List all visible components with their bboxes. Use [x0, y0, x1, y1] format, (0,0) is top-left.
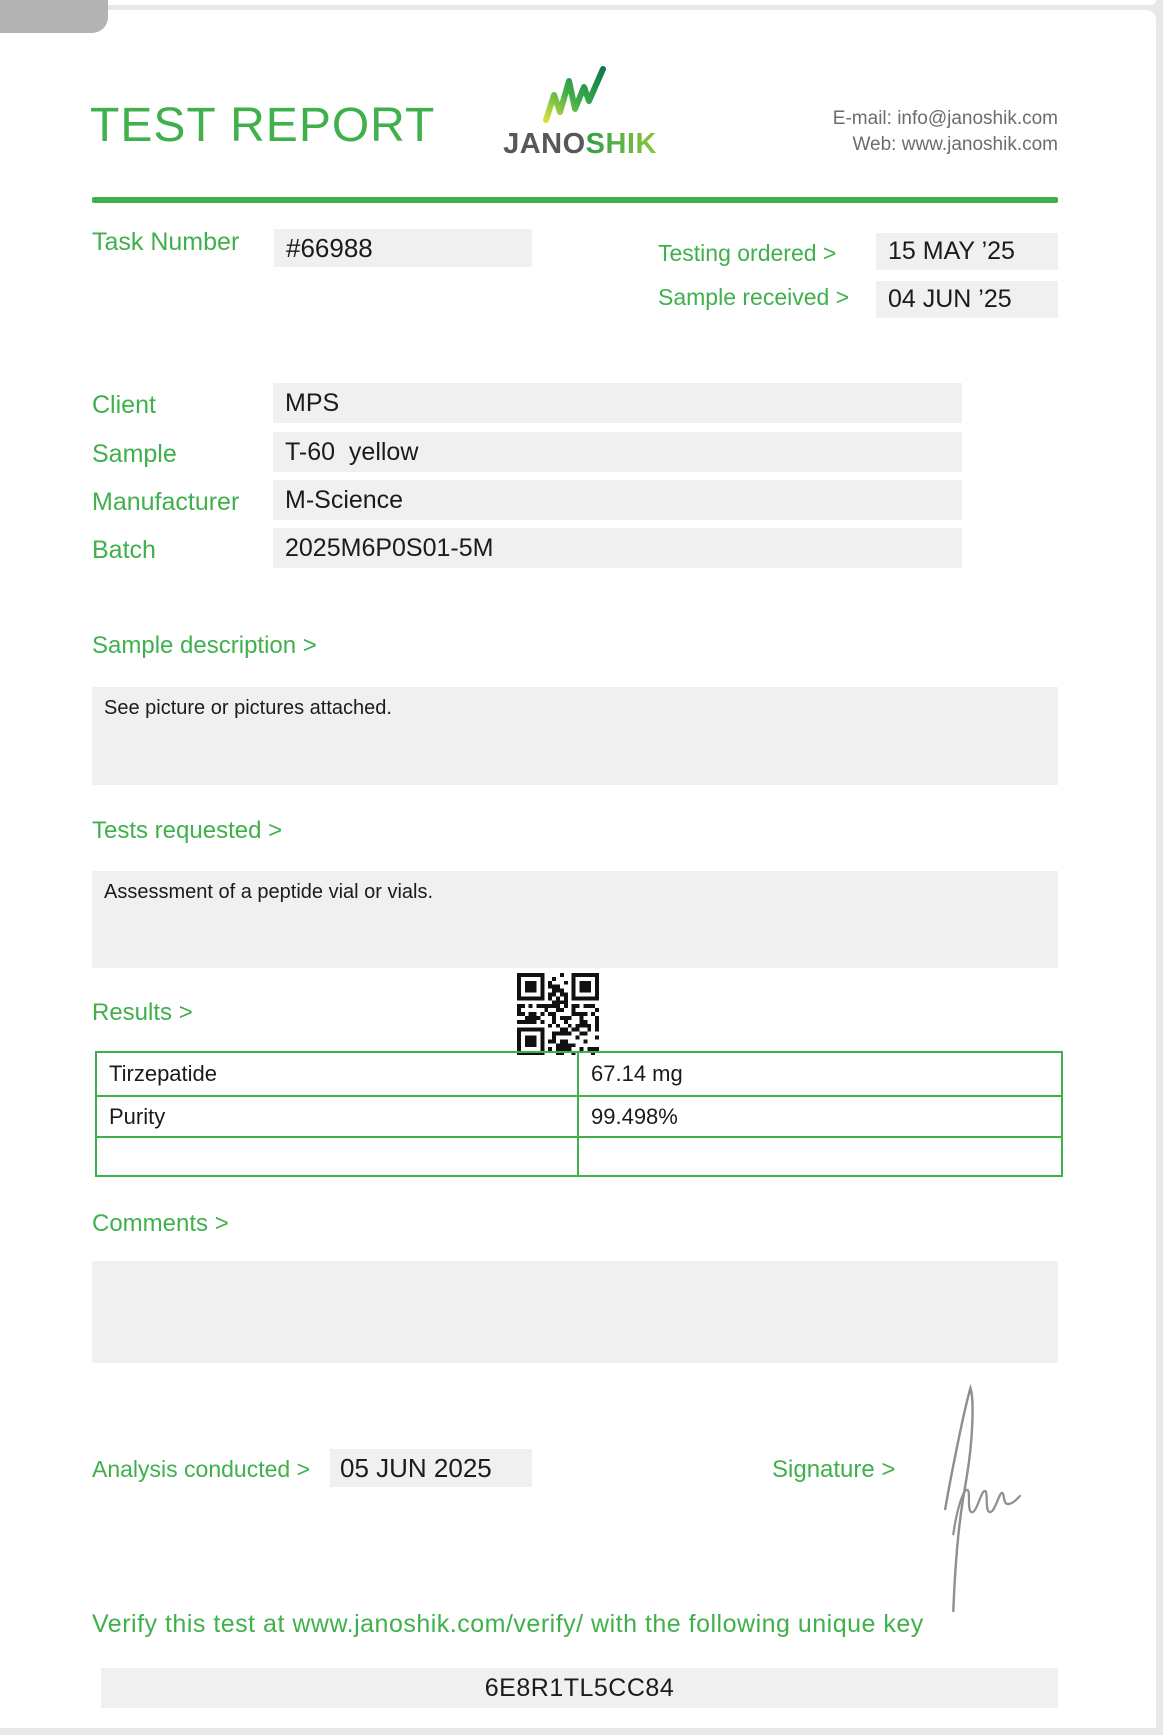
tests-requested-text: Assessment of a peptide vial or vials. [104, 881, 434, 903]
results-table [95, 1051, 1063, 1177]
batch-label: Batch [92, 536, 156, 564]
growth-chart-icon [542, 66, 608, 124]
previous-page-edge [0, 0, 1156, 5]
contact-web: Web: www.janoshik.com [852, 134, 1058, 155]
signature-label: Signature > [772, 1456, 896, 1483]
header-divider [92, 197, 1058, 203]
testing-ordered-label: Testing ordered > [658, 240, 837, 266]
results-heading: Results > [92, 999, 193, 1026]
table-row [97, 1095, 1061, 1136]
table-row [97, 1053, 1061, 1095]
manufacturer-value: M-Science [273, 480, 962, 520]
sample-description-heading: Sample description > [92, 632, 317, 659]
page-title: TEST REPORT [90, 99, 436, 152]
sample-received-label: Sample received > [658, 284, 850, 310]
brand-word-left: JANO [503, 128, 586, 160]
sample-value: T-60 yellow [273, 432, 962, 472]
task-number-value: #66988 [274, 229, 532, 267]
tests-requested-box [92, 871, 1058, 968]
client-value: MPS [273, 383, 962, 423]
task-number-label: Task Number [92, 228, 240, 256]
result-value: 99.498% [591, 1104, 678, 1129]
analysis-conducted-label: Analysis conducted > [92, 1456, 310, 1482]
comments-heading: Comments > [92, 1210, 229, 1237]
client-label: Client [92, 391, 156, 419]
tests-requested-heading: Tests requested > [92, 817, 283, 844]
brand-wordmark [470, 128, 690, 161]
testing-ordered-value: 15 MAY ’25 [876, 233, 1058, 270]
brand-word-right: SHIK [585, 128, 657, 160]
analysis-conducted-value: 05 JUN 2025 [330, 1449, 532, 1487]
sample-description-text: See picture or pictures attached. [104, 697, 392, 719]
signature-image [928, 1383, 1024, 1615]
result-analyte: Purity [97, 1097, 579, 1136]
qr-code [517, 973, 599, 1055]
comments-box [92, 1261, 1058, 1363]
verify-instruction: Verify this test at www.janoshik.com/verify/ with the following unique key [92, 1610, 924, 1638]
contact-block [833, 106, 1058, 158]
manufacturer-label: Manufacturer [92, 488, 240, 516]
sample-received-value: 04 JUN ’25 [876, 281, 1058, 318]
result-analyte [97, 1138, 579, 1175]
verify-key: 6E8R1TL5CC84 [101, 1668, 1058, 1708]
result-value: 67.14 mg [591, 1061, 683, 1086]
sample-description-box [92, 687, 1058, 785]
batch-value: 2025M6P0S01-5M [273, 528, 962, 568]
sample-label: Sample [92, 440, 177, 468]
result-analyte: Tirzepatide [97, 1053, 579, 1095]
result-value [579, 1138, 1061, 1175]
top-left-gray-tab [0, 0, 108, 33]
table-row [97, 1136, 1061, 1175]
contact-email: E-mail: info@janoshik.com [832, 108, 1058, 129]
